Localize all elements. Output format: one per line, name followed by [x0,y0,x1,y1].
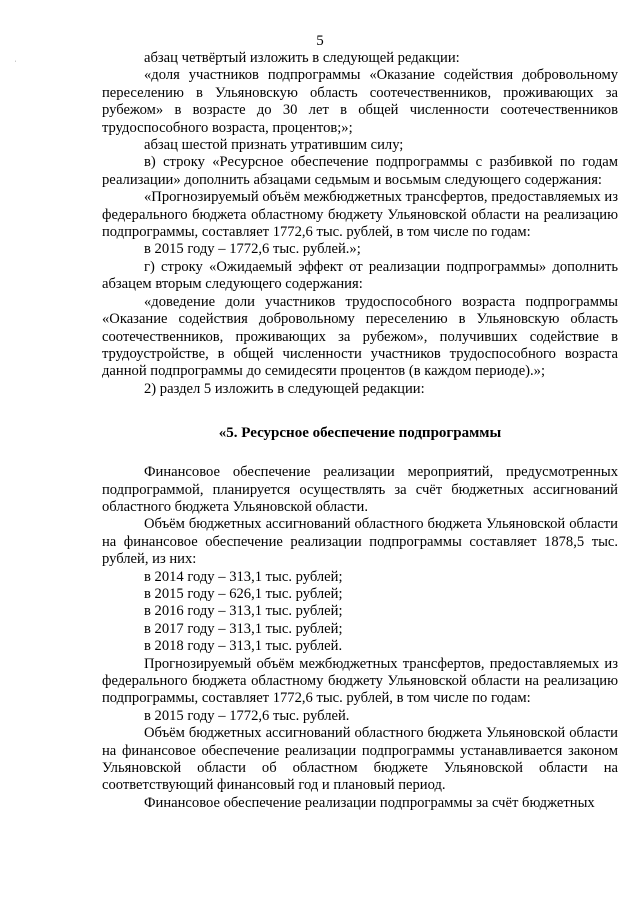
margin-mark: ˌ [14,52,17,62]
paragraph-transfers-forecast-2: Прогнозируемый объём межбюджетных трансфертов, предоставляемых из федерального бюджета областному бюджету Ульяновской области на реализацию подпрограммы, составляет 1772,6 тыс. рублей, в том числе по годам: [102,655,618,707]
list-item-year-2015-transfers: в 2015 году – 1772,6 тыс. рублей. [144,707,350,724]
paragraph-budget-law: Объём бюджетных ассигнований областного бюджета Ульяновской области на финансовое обеспечение реализации подпрограммы устанавливается законом Ульяновской области об областном бюджете Ульяновской области на соответствующий финансовый год и плановый период. [102,725,618,794]
paragraph-transfers-forecast: «Прогнозируемый объём межбюджетных трансфертов, предоставляемых из федерального бюджета областному бюджету Ульяновской области на реализацию подпрограммы, составляет 1772,6 тыс. рублей, в том числе по годам: [102,189,618,241]
page-number: 5 [316,33,324,49]
paragraph-funding-source: Финансовое обеспечение реализации мероприятий, предусмотренных подпрограммой, планируется осуществлять за счёт бюджетных ассигнований областного бюджета Ульяновской области. [102,464,618,515]
paragraph-item-v: в) строку «Ресурсное обеспечение подпрограммы с разбивкой по годам реализации» дополнить абзацами седьмым и восьмым следующего содержания: [102,154,618,188]
paragraph-year-2015-quote: в 2015 году – 1772,6 тыс. рублей.»; [144,241,361,258]
paragraph-funding-continued: Финансовое обеспечение реализации подпрограммы за счёт бюджетных [144,794,595,811]
list-item-year-2014: в 2014 году – 313,1 тыс. рублей; [144,568,343,585]
paragraph-quote-employment: «доведение доли участников трудоспособного возраста подпрограммы «Оказание содействия добровольному переселению в Ульяновскую область соотечественников, проживающих за рубежом», получивших содействие в трудоустройстве, в общей численности участников трудоспособного возраста данной подпрограммы до семидесяти процентов (в каждом периоде).»; [102,293,618,380]
document-body [102,50,618,812]
paragraph-sixth-void: абзац шестой признать утратившим силу; [144,137,404,154]
paragraph-section-5-amend: 2) раздел 5 изложить в следующей редакции: [144,380,425,397]
paragraph-amend-fourth: абзац четвёртый изложить в следующей редакции: [144,50,460,66]
section-heading: «5. Ресурсное обеспечение подпрограммы [218,425,502,442]
list-item-year-2018: в 2018 году – 313,1 тыс. рублей. [144,638,343,655]
list-item-year-2016: в 2016 году – 313,1 тыс. рублей; [144,603,343,620]
paragraph-budget-volume: Объём бюджетных ассигнований областного бюджета Ульяновской области на финансовое обеспечение реализации подпрограммы составляет 1878,5 тыс. рублей, из них: [102,516,618,568]
paragraph-quote-participants-share: «доля участников подпрограммы «Оказание содействия добровольному переселению в Ульяновскую область соотечественников, проживающих за рубежом» в возрасте до 30 лет в общей численности соотечественников трудоспособного возраста, процентов;»; [102,67,618,136]
list-item-year-2017: в 2017 году – 313,1 тыс. рублей; [144,620,343,637]
list-item-year-2015: в 2015 году – 626,1 тыс. рублей; [144,585,343,602]
paragraph-item-g: г) строку «Ожидаемый эффект от реализации подпрограммы» дополнить абзацем вторым следующего содержания: [102,258,618,293]
